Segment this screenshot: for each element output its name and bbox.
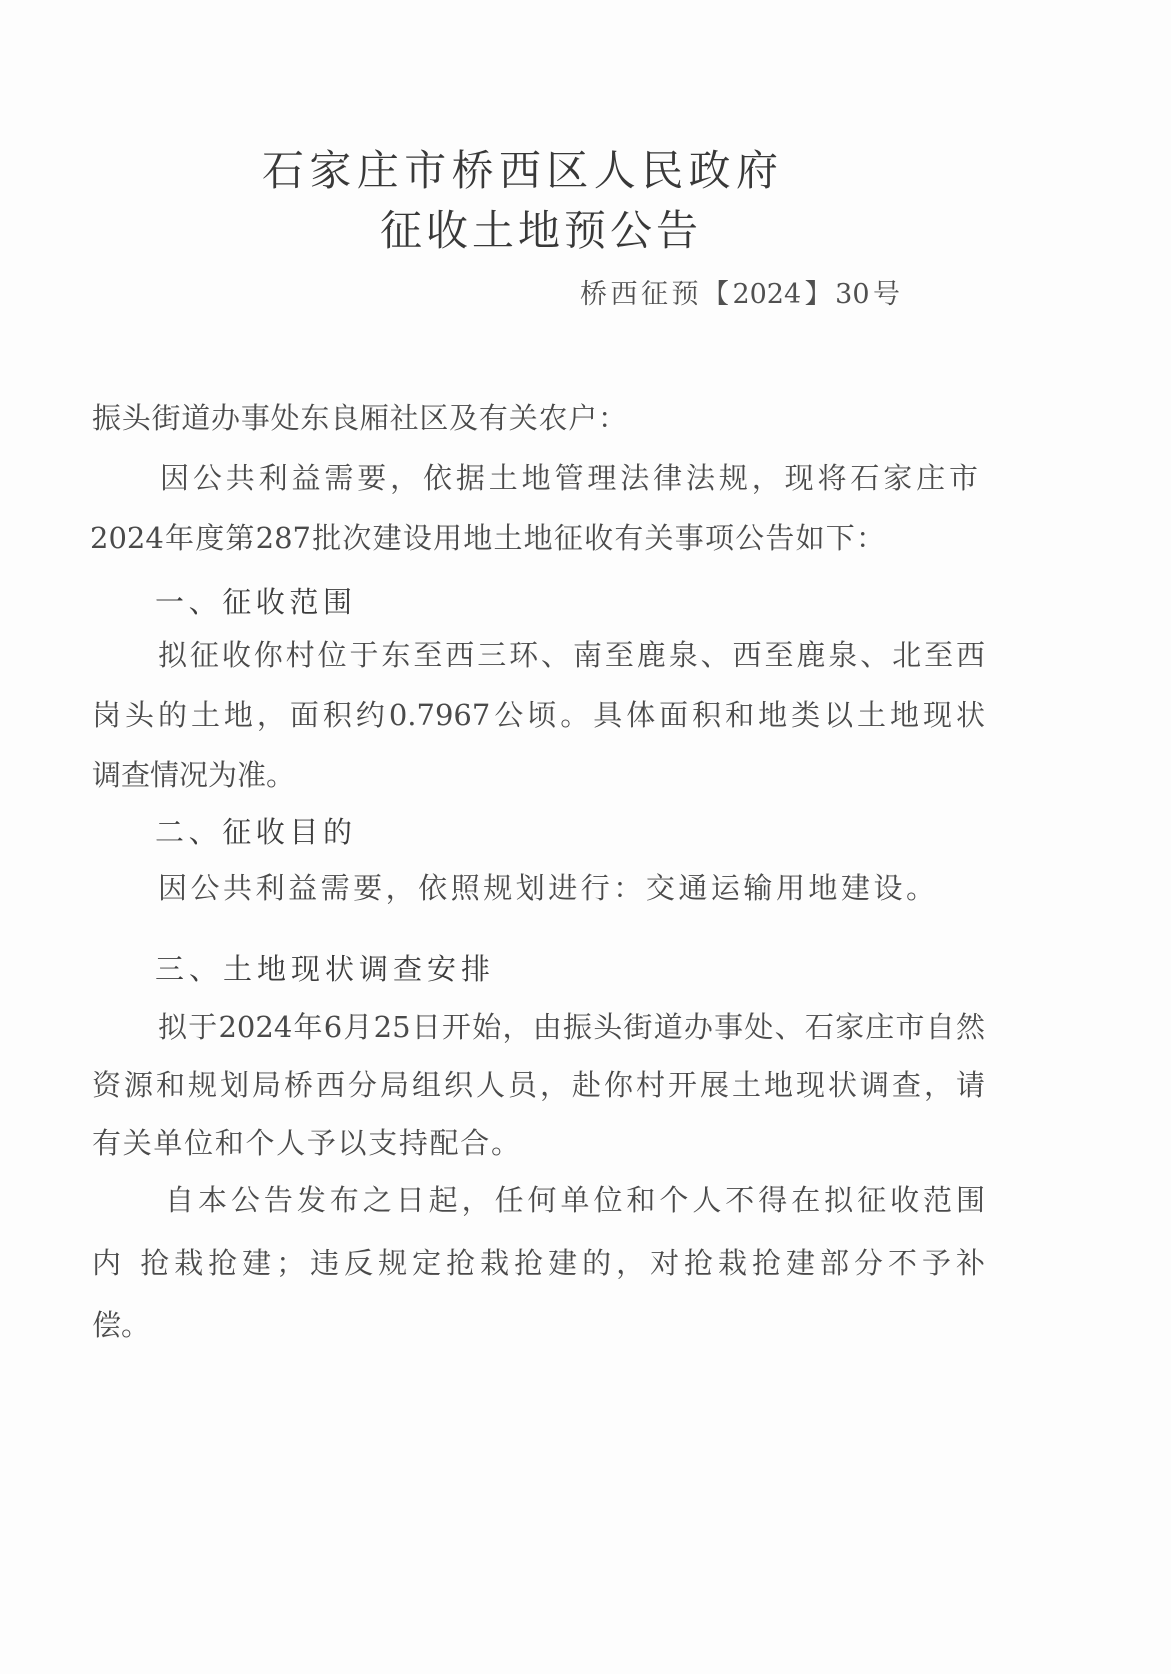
section-line: 岗头的土地，面积约0.7967公顷。具体面积和地类以土地现状: [92, 698, 985, 732]
section-heading-survey: 三、土地现状调查安排: [155, 952, 490, 986]
intro-line: 因公共利益需要，依据土地管理法律法规，现将石家庄市: [160, 461, 978, 495]
section-line: 有关单位和个人予以支持配合。: [92, 1126, 520, 1160]
section-heading-purpose: 二、征收目的: [155, 815, 352, 849]
notice-line: 偿。: [92, 1308, 151, 1342]
section-line: 拟征收你村位于东至西三环、南至鹿泉、西至鹿泉、北至西: [158, 638, 985, 672]
intro-line: 2024年度第287批次建设用地土地征收有关事项公告如下：: [90, 521, 885, 555]
salutation: 振头街道办事处东良厢社区及有关农户：: [92, 401, 627, 435]
section-line: 调查情况为准。: [92, 758, 296, 792]
section-line: 资源和规划局桥西分局组织人员，赴你村开展土地现状调查，请: [92, 1068, 985, 1102]
notice-line: 自本公告发布之日起，任何单位和个人不得在拟征收范围: [165, 1183, 985, 1217]
section-line: 拟于2024年6月25日开始，由振头街道办事处、石家庄市自然: [158, 1010, 985, 1044]
document-number: 桥西征预【2024】30号: [580, 279, 900, 310]
title-line-2: 征收土地预公告: [380, 206, 698, 255]
section-line: 因公共利益需要，依照规划进行：交通运输用地建设。: [158, 871, 935, 905]
section-heading-scope: 一、征收范围: [155, 585, 352, 619]
notice-line: 内 抢栽抢建；违反规定抢栽抢建的，对抢栽抢建部分不予补: [92, 1246, 985, 1280]
title-line-1: 石家庄市桥西区人民政府: [262, 146, 778, 195]
